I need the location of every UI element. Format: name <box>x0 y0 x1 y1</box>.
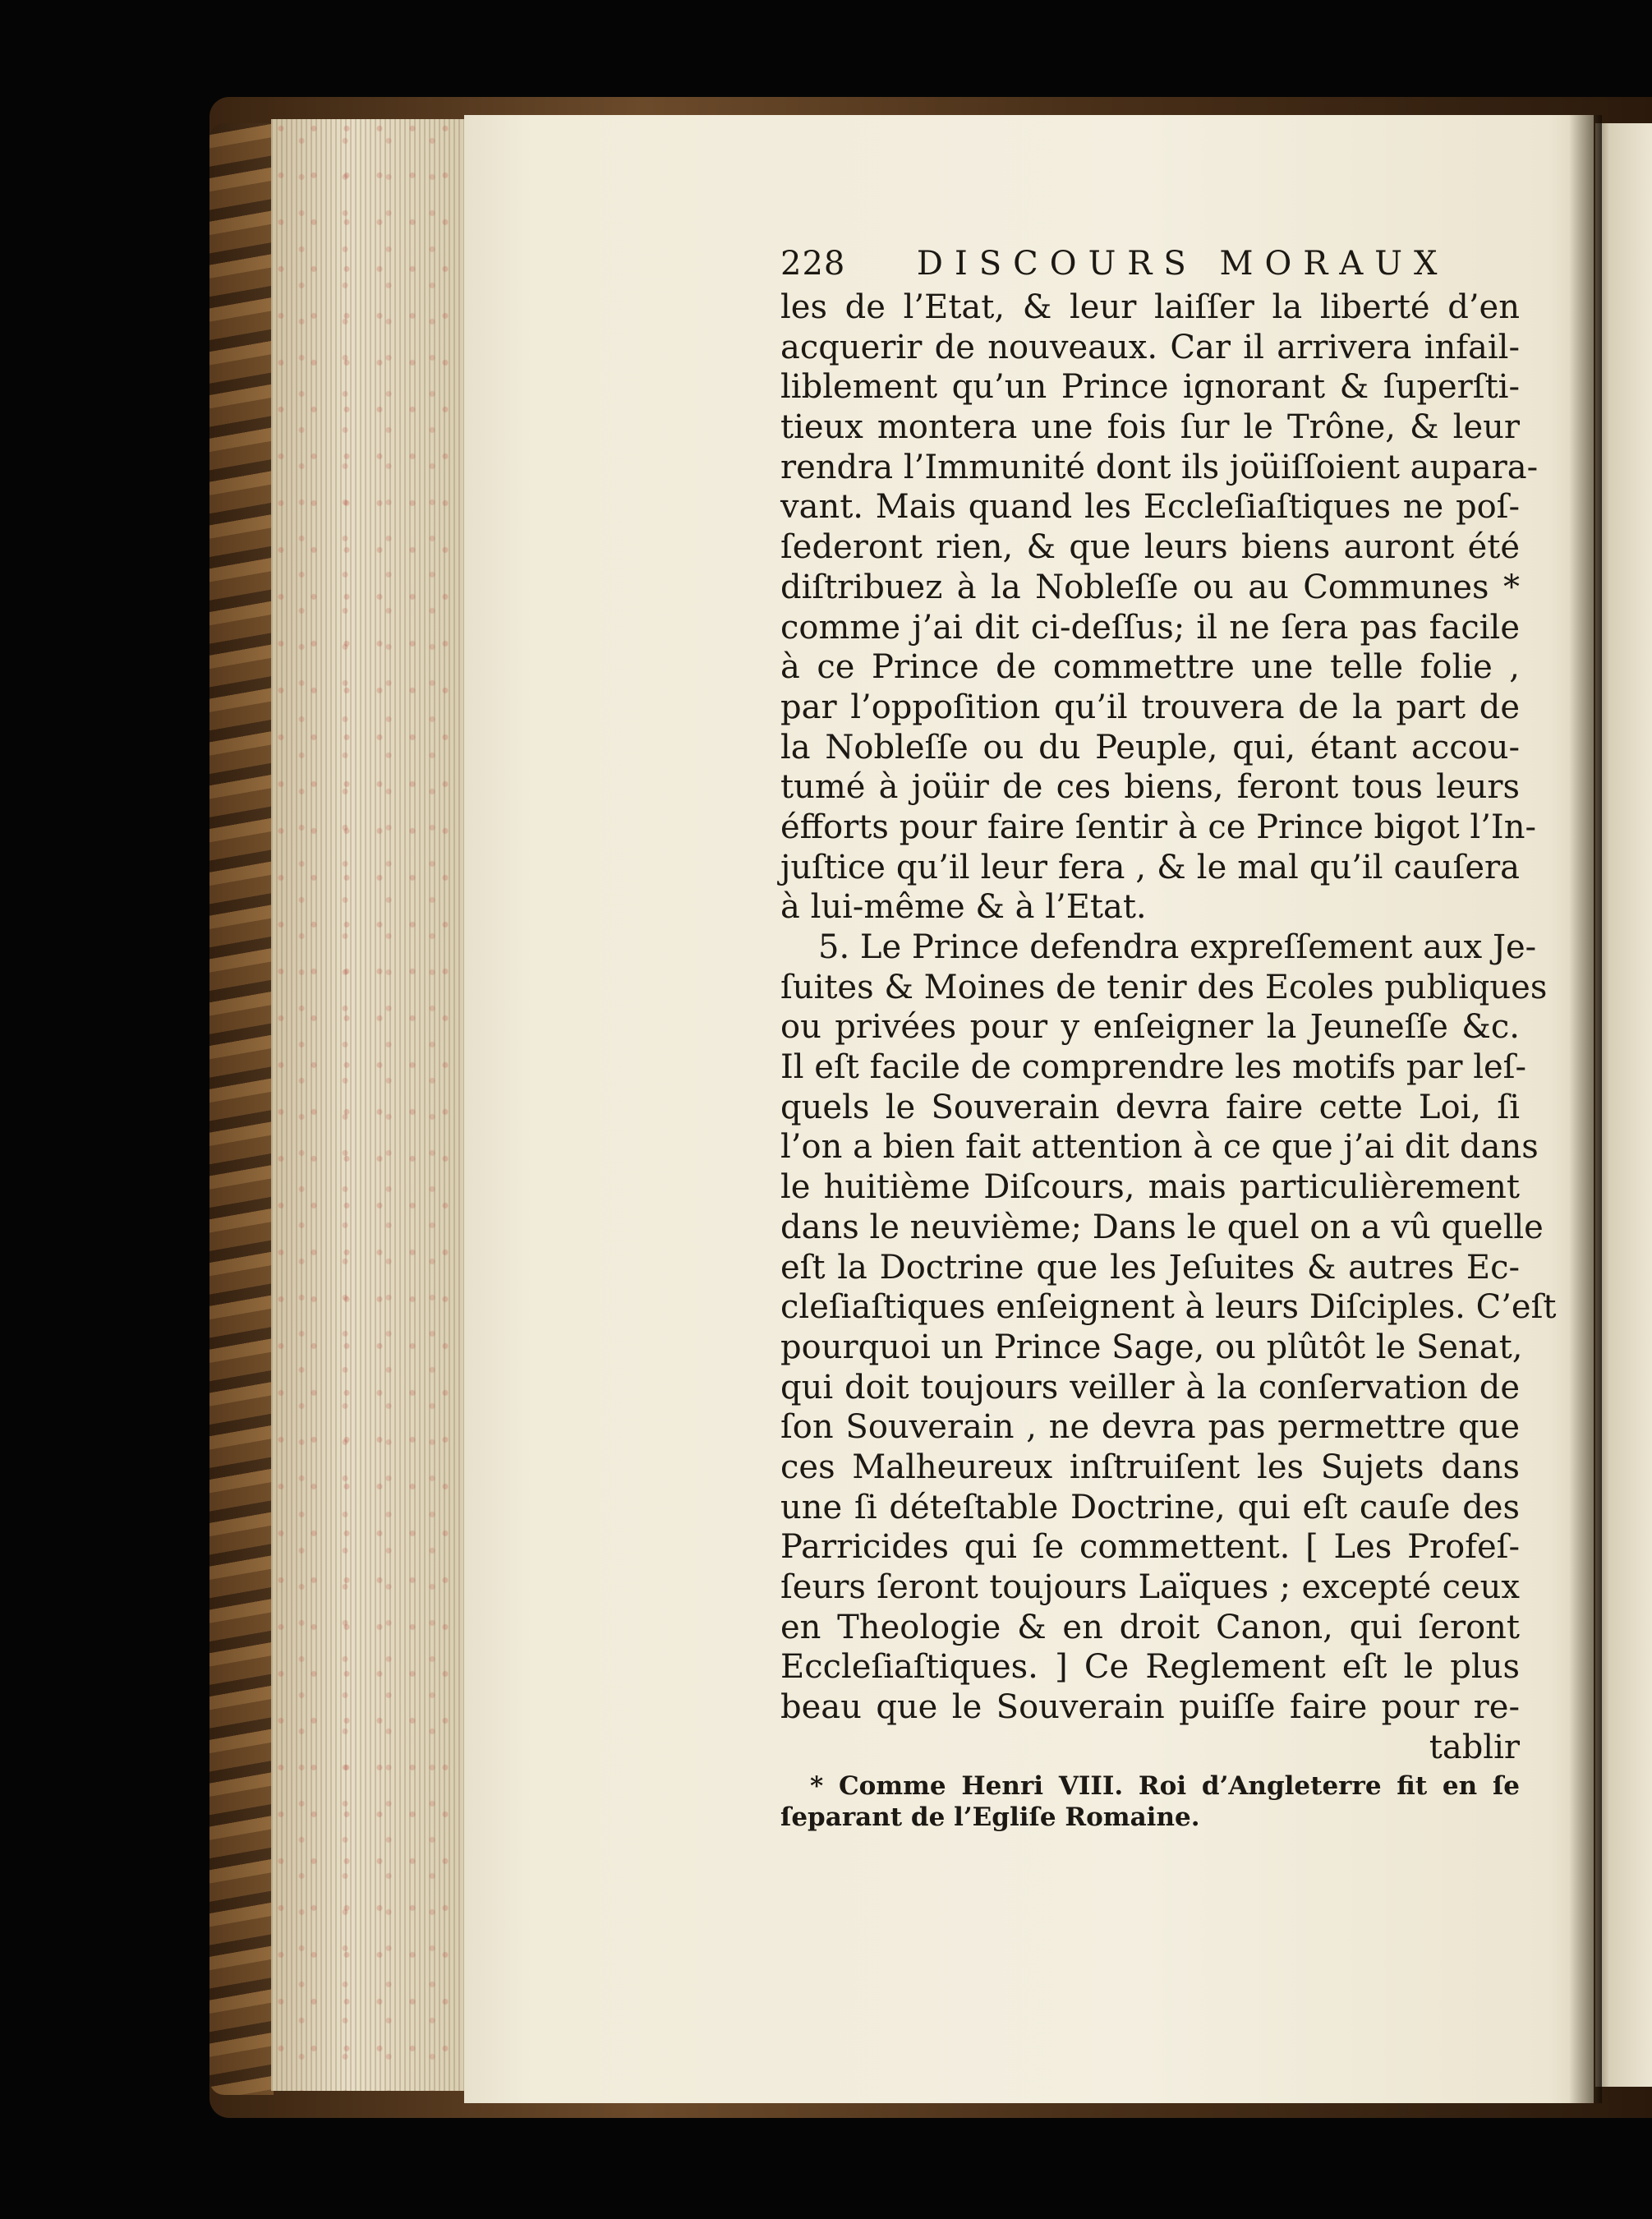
page-text <box>780 245 1557 1833</box>
text-line: par l’oppoſition qu’il trouvera de la part de <box>780 688 1520 726</box>
text-line: l’on a bien fait attention à ce que j’ai dit dans <box>780 1128 1539 1167</box>
text-line: vant. Mais quand les Eccleſiaſtiques ne poſ- <box>780 488 1520 527</box>
text-line: ces Malheureux inſtruiſent les Sujets dans <box>780 1448 1520 1486</box>
text-line: éfforts pour faire ſentir à ce Prince bigot l’In- <box>780 808 1536 846</box>
text-line: ſuites & Moines de tenir des Ecoles publiques <box>780 968 1548 1006</box>
text-line: Parricides qui ſe commettent. [ Les Profeſ- <box>780 1528 1520 1567</box>
text-line: ou privées pour y enſeigner la Jeuneſſe &c. <box>780 1008 1520 1047</box>
text-line: acquerir de nouveaux. Car il arrivera infail- <box>780 328 1520 366</box>
footnote <box>780 1770 1520 1833</box>
text-line: quels le Souverain devra faire cette Loi, ſi <box>780 1088 1520 1126</box>
text-line: 5. Le Prince defendra expreſſement aux Je- <box>818 928 1537 966</box>
text-line: en Theologie & en droit Canon, qui ſeront <box>780 1608 1520 1646</box>
text-line: tumé à joüir de ces biens, feront tous leurs <box>780 768 1520 807</box>
text-line: rendra l’Immunité dont ils joüiſſoient aupara- <box>780 448 1539 486</box>
text-line: qui doit toujours veiller à la conſervation de <box>780 1368 1520 1406</box>
page-number: 228 <box>780 245 846 283</box>
text-line: une ſi déteſtable Doctrine, qui eſt cauſe des <box>780 1488 1520 1526</box>
text-line: Il eſt facile de comprendre les motifs par leſ- <box>780 1048 1526 1087</box>
text-line: pourquoi un Prince Sage, ou plûtôt le Senat, <box>780 1328 1523 1366</box>
catchword: tablir <box>1429 1728 1520 1766</box>
text-line: comme j’ai dit ci-deſſus; il ne ſera pas facile <box>780 608 1520 647</box>
footnote-line: ſeparant de l’Egliſe Romaine. <box>780 1802 1200 1833</box>
text-line: les de l’Etat, & leur laiſſer la liberté d’en <box>780 288 1520 326</box>
page-edges <box>271 119 466 2091</box>
marbled-cover <box>209 123 274 2095</box>
text-line: ſon Souverain , ne devra pas permettre que <box>780 1408 1520 1447</box>
text-line: tieux montera une fois ſur le Trône, & leur <box>780 408 1520 447</box>
text-line: à ce Prince de commettre une telle folie , <box>780 648 1520 687</box>
page-header <box>780 245 1520 288</box>
text-line: eſt la Doctrine que les Jeſuites & autres Ec- <box>780 1248 1520 1287</box>
text-line: Eccleſiaſtiques. ] Ce Reglement eſt le plus <box>780 1648 1520 1687</box>
facing-page-edge <box>1595 123 1652 2087</box>
text-line: diſtribuez à la Nobleſſe ou au Communes * <box>780 568 1520 606</box>
page-gutter <box>1569 115 1602 2103</box>
text-line: ſeurs ſeront toujours Laïques ; excepté ceux <box>780 1568 1520 1606</box>
footnote-line: * Comme Henri VIII. Roi d’Angleterre fit en ſe <box>810 1771 1520 1802</box>
text-line: cleſiaſtiques enſeignent à leurs Diſciples. C’eſt <box>780 1288 1557 1327</box>
text-line: juſtice qu’il leur fera , & le mal qu’il cauſera <box>780 848 1520 886</box>
running-title: DISCOURS MORAUX <box>916 245 1449 283</box>
body-text <box>780 288 1557 1767</box>
text-line: le huitième Diſcours, mais particulièrement <box>780 1168 1520 1207</box>
text-line: ſederont rien, & que leurs biens auront été <box>780 528 1520 567</box>
text-line: liblement qu’un Prince ignorant & ſuperſti- <box>780 368 1520 407</box>
text-line: beau que le Souverain puiſſe faire pour re- <box>780 1688 1520 1727</box>
text-line: dans le neuvième; Dans le quel on a vû quelle <box>780 1208 1544 1246</box>
text-line: à lui-même & à l’Etat. <box>780 888 1147 927</box>
text-line: la Nobleſſe ou du Peuple, qui, étant accou- <box>780 728 1520 767</box>
